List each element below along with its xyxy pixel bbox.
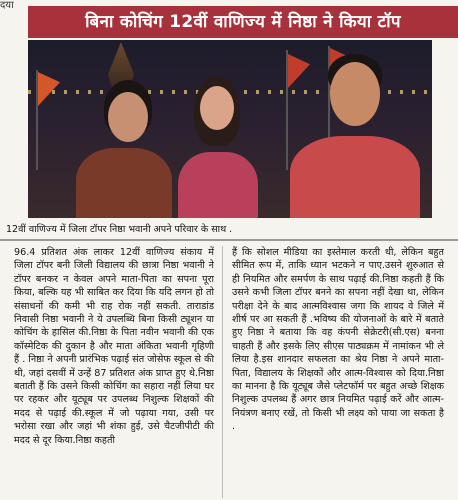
article-column-left: 96.4 प्रतिशत अंक लाकर 12वीं वाणिज्य संकाय में जिला टॉपर बनी जिली विद्यालय की छात्रा निष्ठा भवानी ने टॉपर बनकर न केवल अपने माता-पिता का सपना पूरा किया, बल्कि यह भी साबित कर दिया कि यदि लगन हो तो संसाधनों की कमी भी राह रोक नहीं सकती. ताराडांड निवासी निष्ठा भवानी ने ये उपलब्धि बिना किसी ट्यूशन या कोचिंग के हासिल की.निष्ठा के पिता नवीन भवानी की एक कॉस्मेटिक की दुकान है और माता अंकिता भवानी गृहिणी हैं . निष्ठा ने अपनी प्रारंभिक पढ़ाई संत जोसेफ स्कूल से की थी, जहां दसवीं में उन्हें 87 प्रतिशत अंक प्राप्त हुए थे.निष्ठा बताती हैं कि उसने किसी कोचिंग का सहारा नहीं लिया घर पर रहकर और यूट्यूब पर उपलब्ध निशुल्क शिक्षकों की मदद से पढ़ाई की.स्कूल में जो पढ़ाया गया, उसी पर भरोसा रखा और जहां भी शंका हुई, उसे चैटजीपीटी की मदद से दूर किया.निष्ठा कहती	[14, 247, 214, 446]
column-separator	[222, 246, 223, 498]
article-column-right: हैं कि सोशल मीडिया का इस्तेमाल करती थी, लेकिन बहुत सीमित रूप में, ताकि ध्यान भटकने न पाए.उसने शुरुआत से ही नियमित और समर्पण के साथ पढ़ाई की.निष्ठा कहती हैं कि उसने कभी जिला टॉपर बनने का सपना नहीं देखा था, लेकिन परीक्षा देने के बाद आत्मविश्वास जगा कि शायद वे जिले में शीर्ष पर आ सकती हैं .भविष्य की योजनाओं के बारे में बताते हुए निष्ठा ने बताया कि वह कंपनी सेक्रेटरी(सी.एस) बनना चाहती हैं और इसके लिए सीएस पाठ्यक्रम में नामांकन भी ले लिया है.इस शानदार सफलता का श्रेय निष्ठा ने अपने माता-पिता, विद्यालय के शिक्षकों और आत्म-विश्वास को दिया.निष्ठा का मानना है कि यूट्यूब जैसे प्लेटफॉर्म पर बहुत अच्छे शिक्षक निशुल्क उपलब्ध हैं अगर छात्र नियमित पढ़ाई करें और आत्म-नियंत्रण बनाए रखें, तो किसी भी लक्ष्य को पाया जा सकता है .	[232, 247, 444, 433]
flag-shape	[38, 72, 60, 106]
flag-pole	[36, 70, 38, 170]
flag-pole	[286, 50, 288, 170]
flag-shape	[288, 54, 310, 88]
photo-caption: 12वीं वाणिज्य में जिला टॉपर निष्ठा भवानी अपने परिवार के साथ .	[6, 224, 233, 235]
page-fragment-text: दया	[0, 0, 14, 11]
news-photo	[28, 40, 432, 218]
divider	[0, 239, 458, 241]
headline: बिना कोचिंग 12वीं वाणिज्य में निष्ठा ने किया टॉप	[28, 6, 458, 38]
